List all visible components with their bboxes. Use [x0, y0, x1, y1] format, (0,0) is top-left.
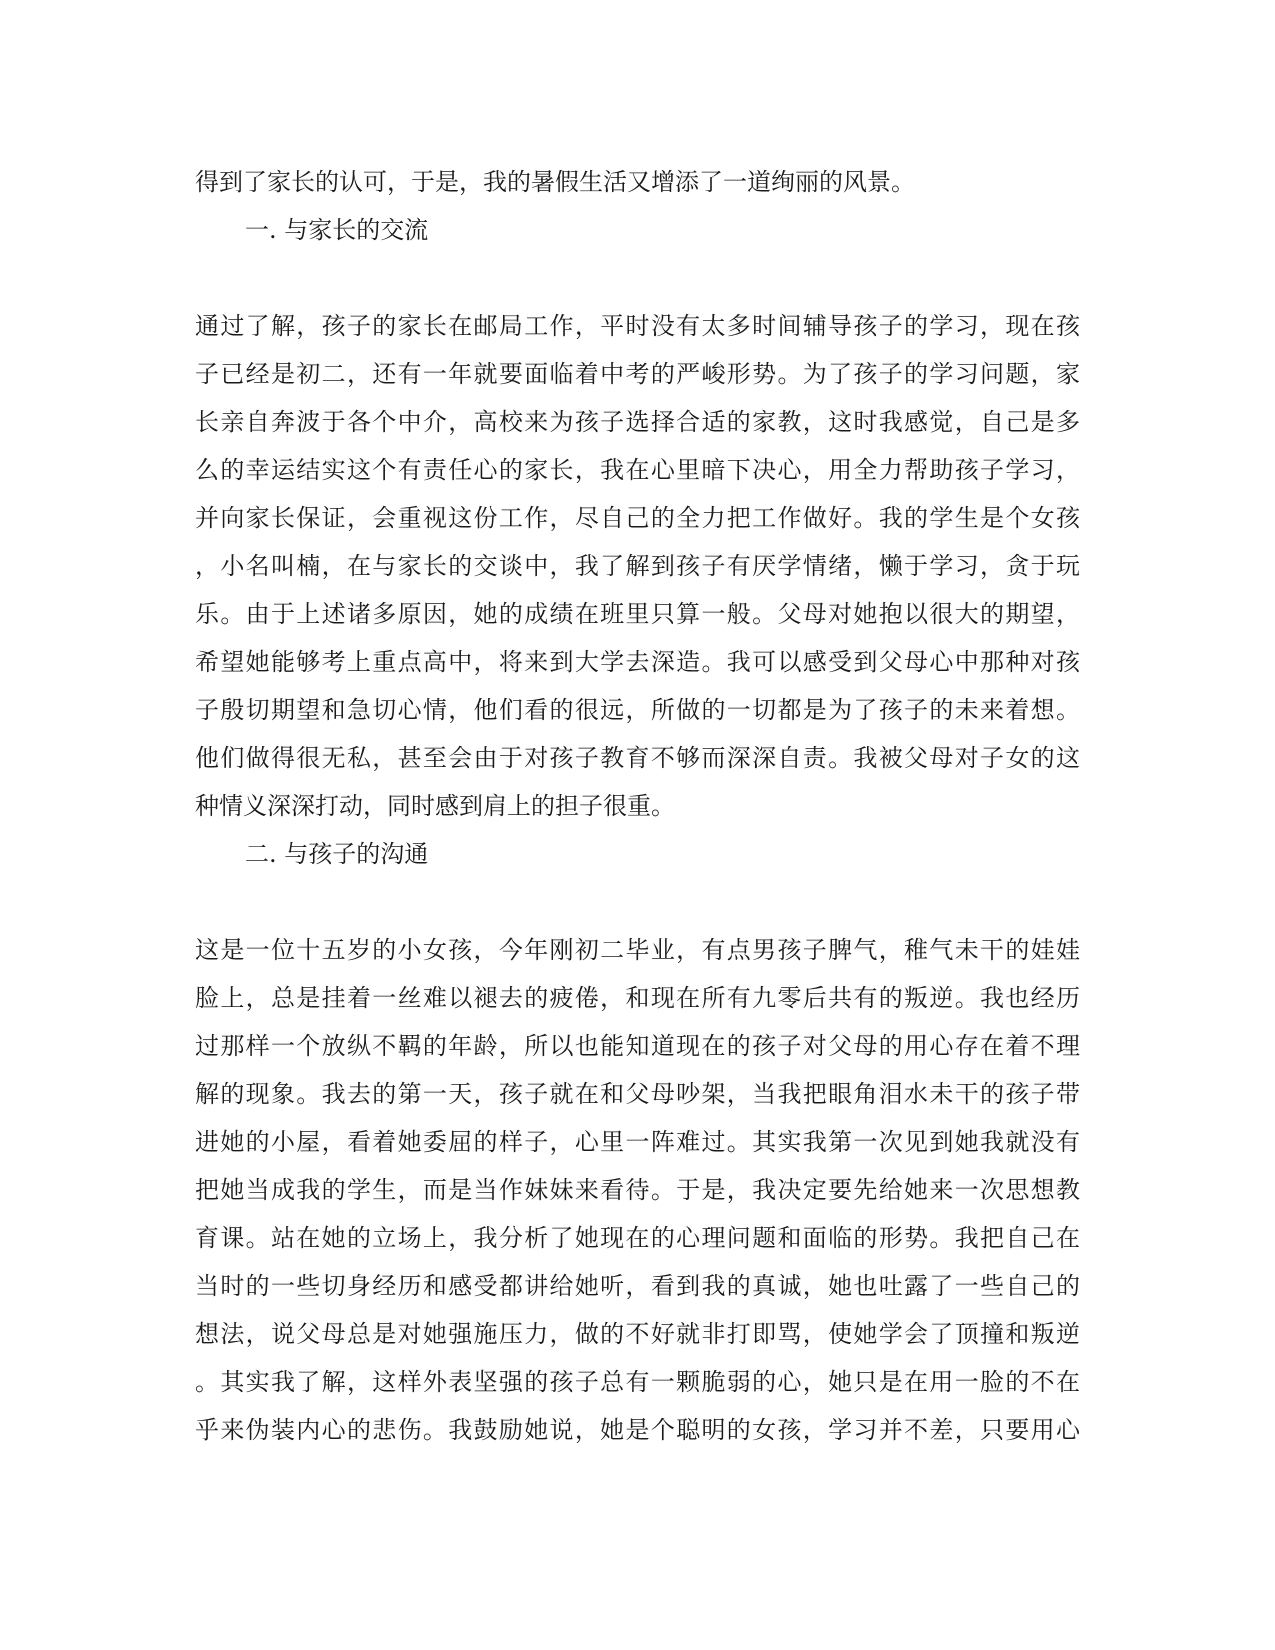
section-heading-parents: 一. 与家长的交流 — [245, 216, 429, 244]
document-body — [195, 158, 1080, 1454]
paragraph-parents — [195, 302, 1080, 830]
paragraph-line: 当时的一些切身经历和感受都讲给她听，看到我的真诚，她也吐露了一些自己的 — [195, 1272, 1080, 1300]
paragraph-line: 种情义深深打动，同时感到肩上的担子很重。 — [195, 792, 675, 820]
paragraph-line: 长亲自奔波于各个中介，高校来为孩子选择合适的家教，这时我感觉，自己是多 — [195, 408, 1080, 436]
paragraph-line: 得到了家长的认可，于是，我的暑假生活又增添了一道绚丽的风景。 — [195, 168, 915, 196]
paragraph-line: 子殷切期望和急切心情，他们看的很远，所做的一切都是为了孩子的未来着想。 — [195, 696, 1080, 724]
paragraph-line: 并向家长保证，会重视这份工作，尽自己的全力把工作做好。我的学生是个女孩 — [195, 504, 1080, 532]
paragraph-line: 么的幸运结实这个有责任心的家长，我在心里暗下决心，用全力帮助孩子学习， — [195, 456, 1080, 484]
paragraph-line: 育课。站在她的立场上，我分析了她现在的心理问题和面临的形势。我把自己在 — [195, 1224, 1080, 1252]
paragraph-gap — [195, 254, 1080, 302]
paragraph-line: 通过了解，孩子的家长在邮局工作，平时没有太多时间辅导孩子的学习，现在孩 — [195, 312, 1080, 340]
paragraph-line: ，小名叫楠，在与家长的交谈中，我了解到孩子有厌学情绪，懒于学习，贪于玩 — [195, 552, 1080, 580]
paragraph-line: 希望她能够考上重点高中，将来到大学去深造。我可以感受到父母心中那种对孩 — [195, 648, 1080, 676]
paragraph-line: 想法，说父母总是对她强施压力，做的不好就非打即骂，使她学会了顶撞和叛逆 — [195, 1320, 1080, 1348]
section-heading-child: 二. 与孩子的沟通 — [245, 840, 429, 868]
paragraph-line: 他们做得很无私，甚至会由于对孩子教育不够而深深自责。我被父母对子女的这 — [195, 744, 1080, 772]
paragraph-line: 。其实我了解，这样外表坚强的孩子总有一颗脆弱的心，她只是在用一脸的不在 — [195, 1368, 1080, 1396]
paragraph-line: 脸上，总是挂着一丝难以褪去的疲倦，和现在所有九零后共有的叛逆。我也经历 — [195, 984, 1080, 1012]
paragraph-line: 子已经是初二，还有一年就要面临着中考的严峻形势。为了孩子的学习问题，家 — [195, 360, 1080, 388]
paragraph-line: 进她的小屋，看着她委屈的样子，心里一阵难过。其实我第一次见到她我就没有 — [195, 1128, 1080, 1156]
paragraph-line: 解的现象。我去的第一天，孩子就在和父母吵架，当我把眼角泪水未干的孩子带 — [195, 1080, 1080, 1108]
paragraph-line: 乐。由于上述诸多原因，她的成绩在班里只算一般。父母对她抱以很大的期望， — [195, 600, 1080, 628]
paragraph-line: 乎来伪装内心的悲伤。我鼓励她说，她是个聪明的女孩，学习并不差，只要用心 — [195, 1416, 1080, 1444]
paragraph-line: 这是一位十五岁的小女孩，今年刚初二毕业，有点男孩子脾气，稚气未干的娃娃 — [195, 936, 1080, 964]
paragraph-gap — [195, 878, 1080, 926]
paragraph-child — [195, 926, 1080, 1454]
paragraph-line: 把她当成我的学生，而是当作妹妹来看待。于是，我决定要先给她来一次思想教 — [195, 1176, 1080, 1204]
paragraph-line: 过那样一个放纵不羁的年龄，所以也能知道现在的孩子对父母的用心存在着不理 — [195, 1032, 1080, 1060]
